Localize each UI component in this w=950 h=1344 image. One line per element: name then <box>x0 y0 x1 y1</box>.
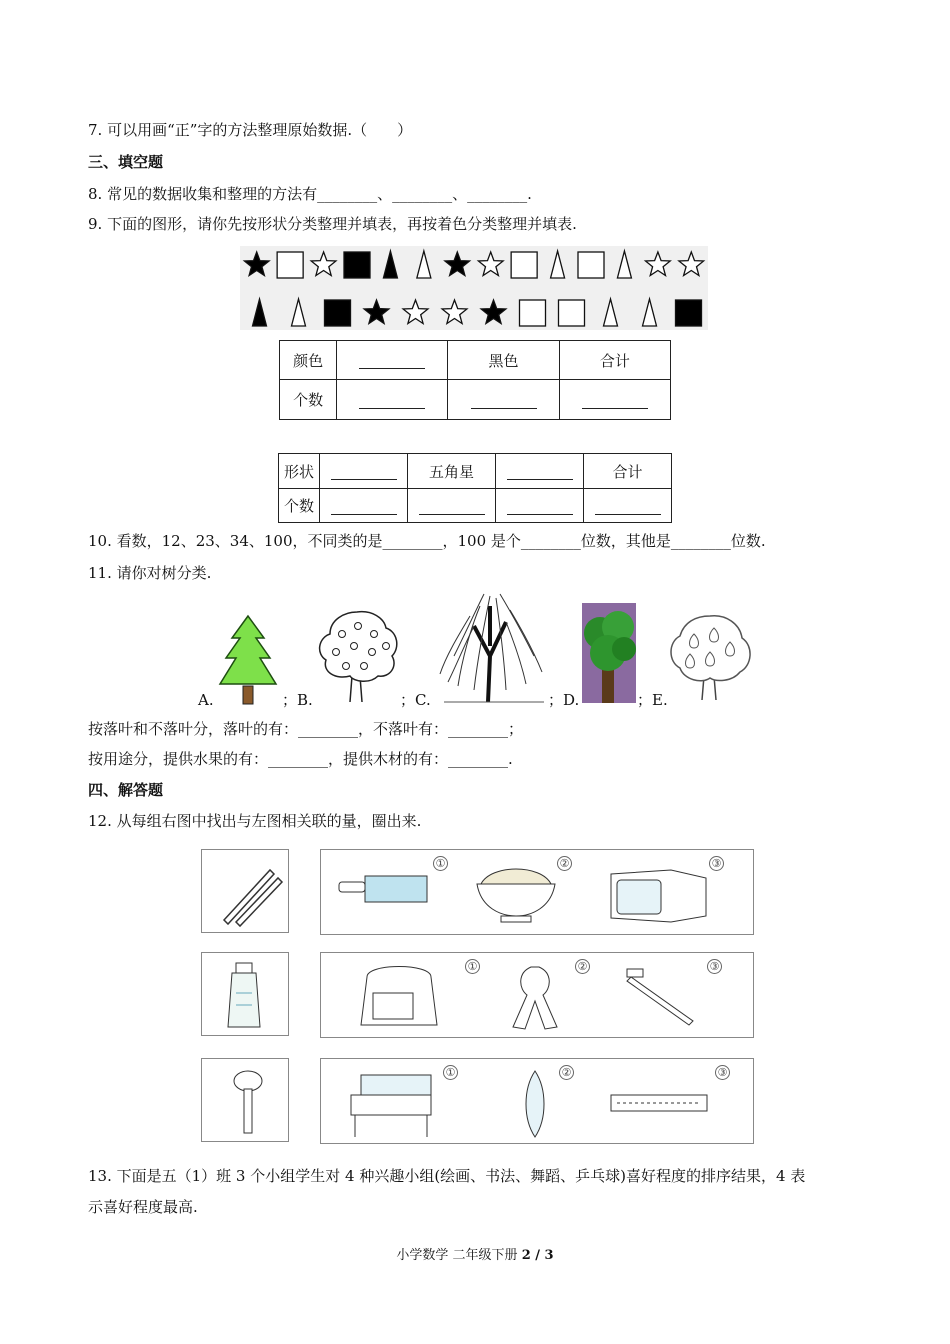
triangle-black-shape <box>383 251 397 278</box>
shape-table-star-label: 五角星 <box>408 454 496 489</box>
pear-tree-icon <box>666 612 754 702</box>
triangle-white-shape <box>417 251 431 278</box>
backpack-icon <box>361 967 437 1026</box>
star-white-shape <box>646 252 671 276</box>
question-11-line2: 按用途分，提供水果的有：________，提供木材的有：________. <box>88 750 513 768</box>
star-black-shape <box>244 252 269 276</box>
tree-label-b: ；B. <box>282 691 313 709</box>
color-table-header: 颜色 <box>280 341 337 380</box>
question-11-line1: 按落叶和不落叶分，落叶的有：________，不落叶有：________； <box>88 720 524 738</box>
group1-right-box <box>320 849 754 935</box>
group2-items <box>321 953 753 1037</box>
color-table-blank[interactable] <box>559 380 670 420</box>
square-white-shape <box>520 300 546 326</box>
question-13-line1: 13. 下面是五（1）班 3 个小组学生对 4 种兴趣小组(绘画、书法、舞蹈、乒乓球)喜好程度的排序结果，4 表 <box>88 1167 806 1185</box>
pliers-icon <box>513 967 557 1029</box>
shape-table-blank[interactable] <box>584 489 672 523</box>
option-1: ① <box>443 1065 458 1080</box>
question-11: 11. 请你对树分类. <box>88 564 212 582</box>
television-icon <box>611 870 706 922</box>
shape-table-blank[interactable] <box>496 454 584 489</box>
option-1: ① <box>433 856 448 871</box>
triangle-white-shape <box>643 299 657 326</box>
group2-left-box <box>201 952 289 1036</box>
drum-mallet-icon <box>202 1059 288 1141</box>
shape-table-blank[interactable] <box>320 489 408 523</box>
shapes-svg <box>240 246 708 330</box>
group1-left-box <box>201 849 289 933</box>
keyboard-instrument-icon <box>351 1075 431 1137</box>
group3-items <box>321 1059 753 1143</box>
group1-items <box>321 850 753 934</box>
star-white-shape <box>478 252 503 276</box>
option-3: ③ <box>707 959 722 974</box>
square-white-shape <box>277 252 303 278</box>
triangle-white-shape <box>604 299 618 326</box>
footer-text: 小学数学 二年级下册 <box>396 1248 522 1263</box>
color-table-blank[interactable] <box>337 341 448 380</box>
star-black-shape <box>364 300 389 324</box>
shape-table-header: 形状 <box>279 454 320 489</box>
leaf-instrument-icon <box>526 1071 544 1137</box>
tree-label-e: ；E. <box>637 691 668 709</box>
shape-table-blank[interactable] <box>320 454 408 489</box>
group2-right-box <box>320 952 754 1038</box>
question-9: 9. 下面的图形，请你先按形状分类整理并填表，再按着色分类整理并填表. <box>88 215 577 233</box>
question-10: 10. 看数，12、23、34、100，不同类的是________，100 是个________位数，其他是________位数. <box>88 532 766 550</box>
star-white-shape <box>679 252 704 276</box>
question-13-line2: 示喜好程度最高. <box>88 1198 198 1216</box>
option-2: ② <box>575 959 590 974</box>
color-table-black-label: 黑色 <box>448 341 559 380</box>
willow-tree-icon <box>434 586 548 704</box>
option-3: ③ <box>709 856 724 871</box>
square-white-shape <box>559 300 585 326</box>
shapes-figure <box>240 246 708 330</box>
star-white-shape <box>403 300 428 324</box>
cleaver-icon <box>339 876 427 902</box>
square-white-shape <box>578 252 604 278</box>
option-2: ② <box>557 856 572 871</box>
tree-label-a: A. <box>198 691 214 709</box>
square-black-shape <box>676 300 702 326</box>
square-black-shape <box>344 252 370 278</box>
triangle-black-shape <box>253 299 267 326</box>
tree-label-d: ；D. <box>548 691 580 709</box>
star-black-shape <box>445 252 470 276</box>
triangle-white-shape <box>551 251 565 278</box>
question-12: 12. 从每组右图中找出与左图相关联的量，圈出来. <box>88 812 422 830</box>
section-3-heading: 三、填空题 <box>88 153 164 171</box>
star-white-shape <box>442 300 467 324</box>
color-table-total-label: 合计 <box>559 341 670 380</box>
option-1: ① <box>465 959 480 974</box>
triangle-white-shape <box>617 251 631 278</box>
triangle-white-shape <box>292 299 306 326</box>
group3-left-box <box>201 1058 289 1142</box>
question-8: 8. 常见的数据收集和整理的方法有________、________、________. <box>88 185 532 203</box>
color-table <box>279 340 671 420</box>
section-4-heading: 四、解答题 <box>88 781 164 799</box>
shape-table-blank[interactable] <box>408 489 496 523</box>
color-table-count-label: 个数 <box>280 380 337 420</box>
shape-table-total-label: 合计 <box>584 454 672 489</box>
toothpaste-icon <box>202 953 288 1035</box>
page-number: 2 / 3 <box>521 1248 554 1263</box>
toothbrush-icon <box>627 969 693 1025</box>
shape-table <box>278 453 672 523</box>
chopsticks-icon <box>202 850 288 932</box>
color-table-blank[interactable] <box>337 380 448 420</box>
option-2: ② <box>559 1065 574 1080</box>
rice-bowl-icon <box>477 869 555 922</box>
star-black-shape <box>481 300 506 324</box>
color-table-blank[interactable] <box>448 380 559 420</box>
harmonica-icon <box>611 1095 707 1111</box>
question-7: 7. 可以用画“正”字的方法整理原始数据.（ ） <box>88 121 413 139</box>
square-white-shape <box>511 252 537 278</box>
square-black-shape <box>325 300 351 326</box>
group3-right-box <box>320 1058 754 1144</box>
pine-tree-icon <box>218 614 278 706</box>
apple-tree-icon <box>312 608 402 704</box>
option-3: ③ <box>715 1065 730 1080</box>
green-tree-icon <box>582 603 636 703</box>
page-footer <box>0 1244 950 1263</box>
tree-label-c: ；C. <box>400 691 431 709</box>
shape-table-count-label: 个数 <box>279 489 320 523</box>
star-white-shape <box>311 252 336 276</box>
shape-table-blank[interactable] <box>496 489 584 523</box>
